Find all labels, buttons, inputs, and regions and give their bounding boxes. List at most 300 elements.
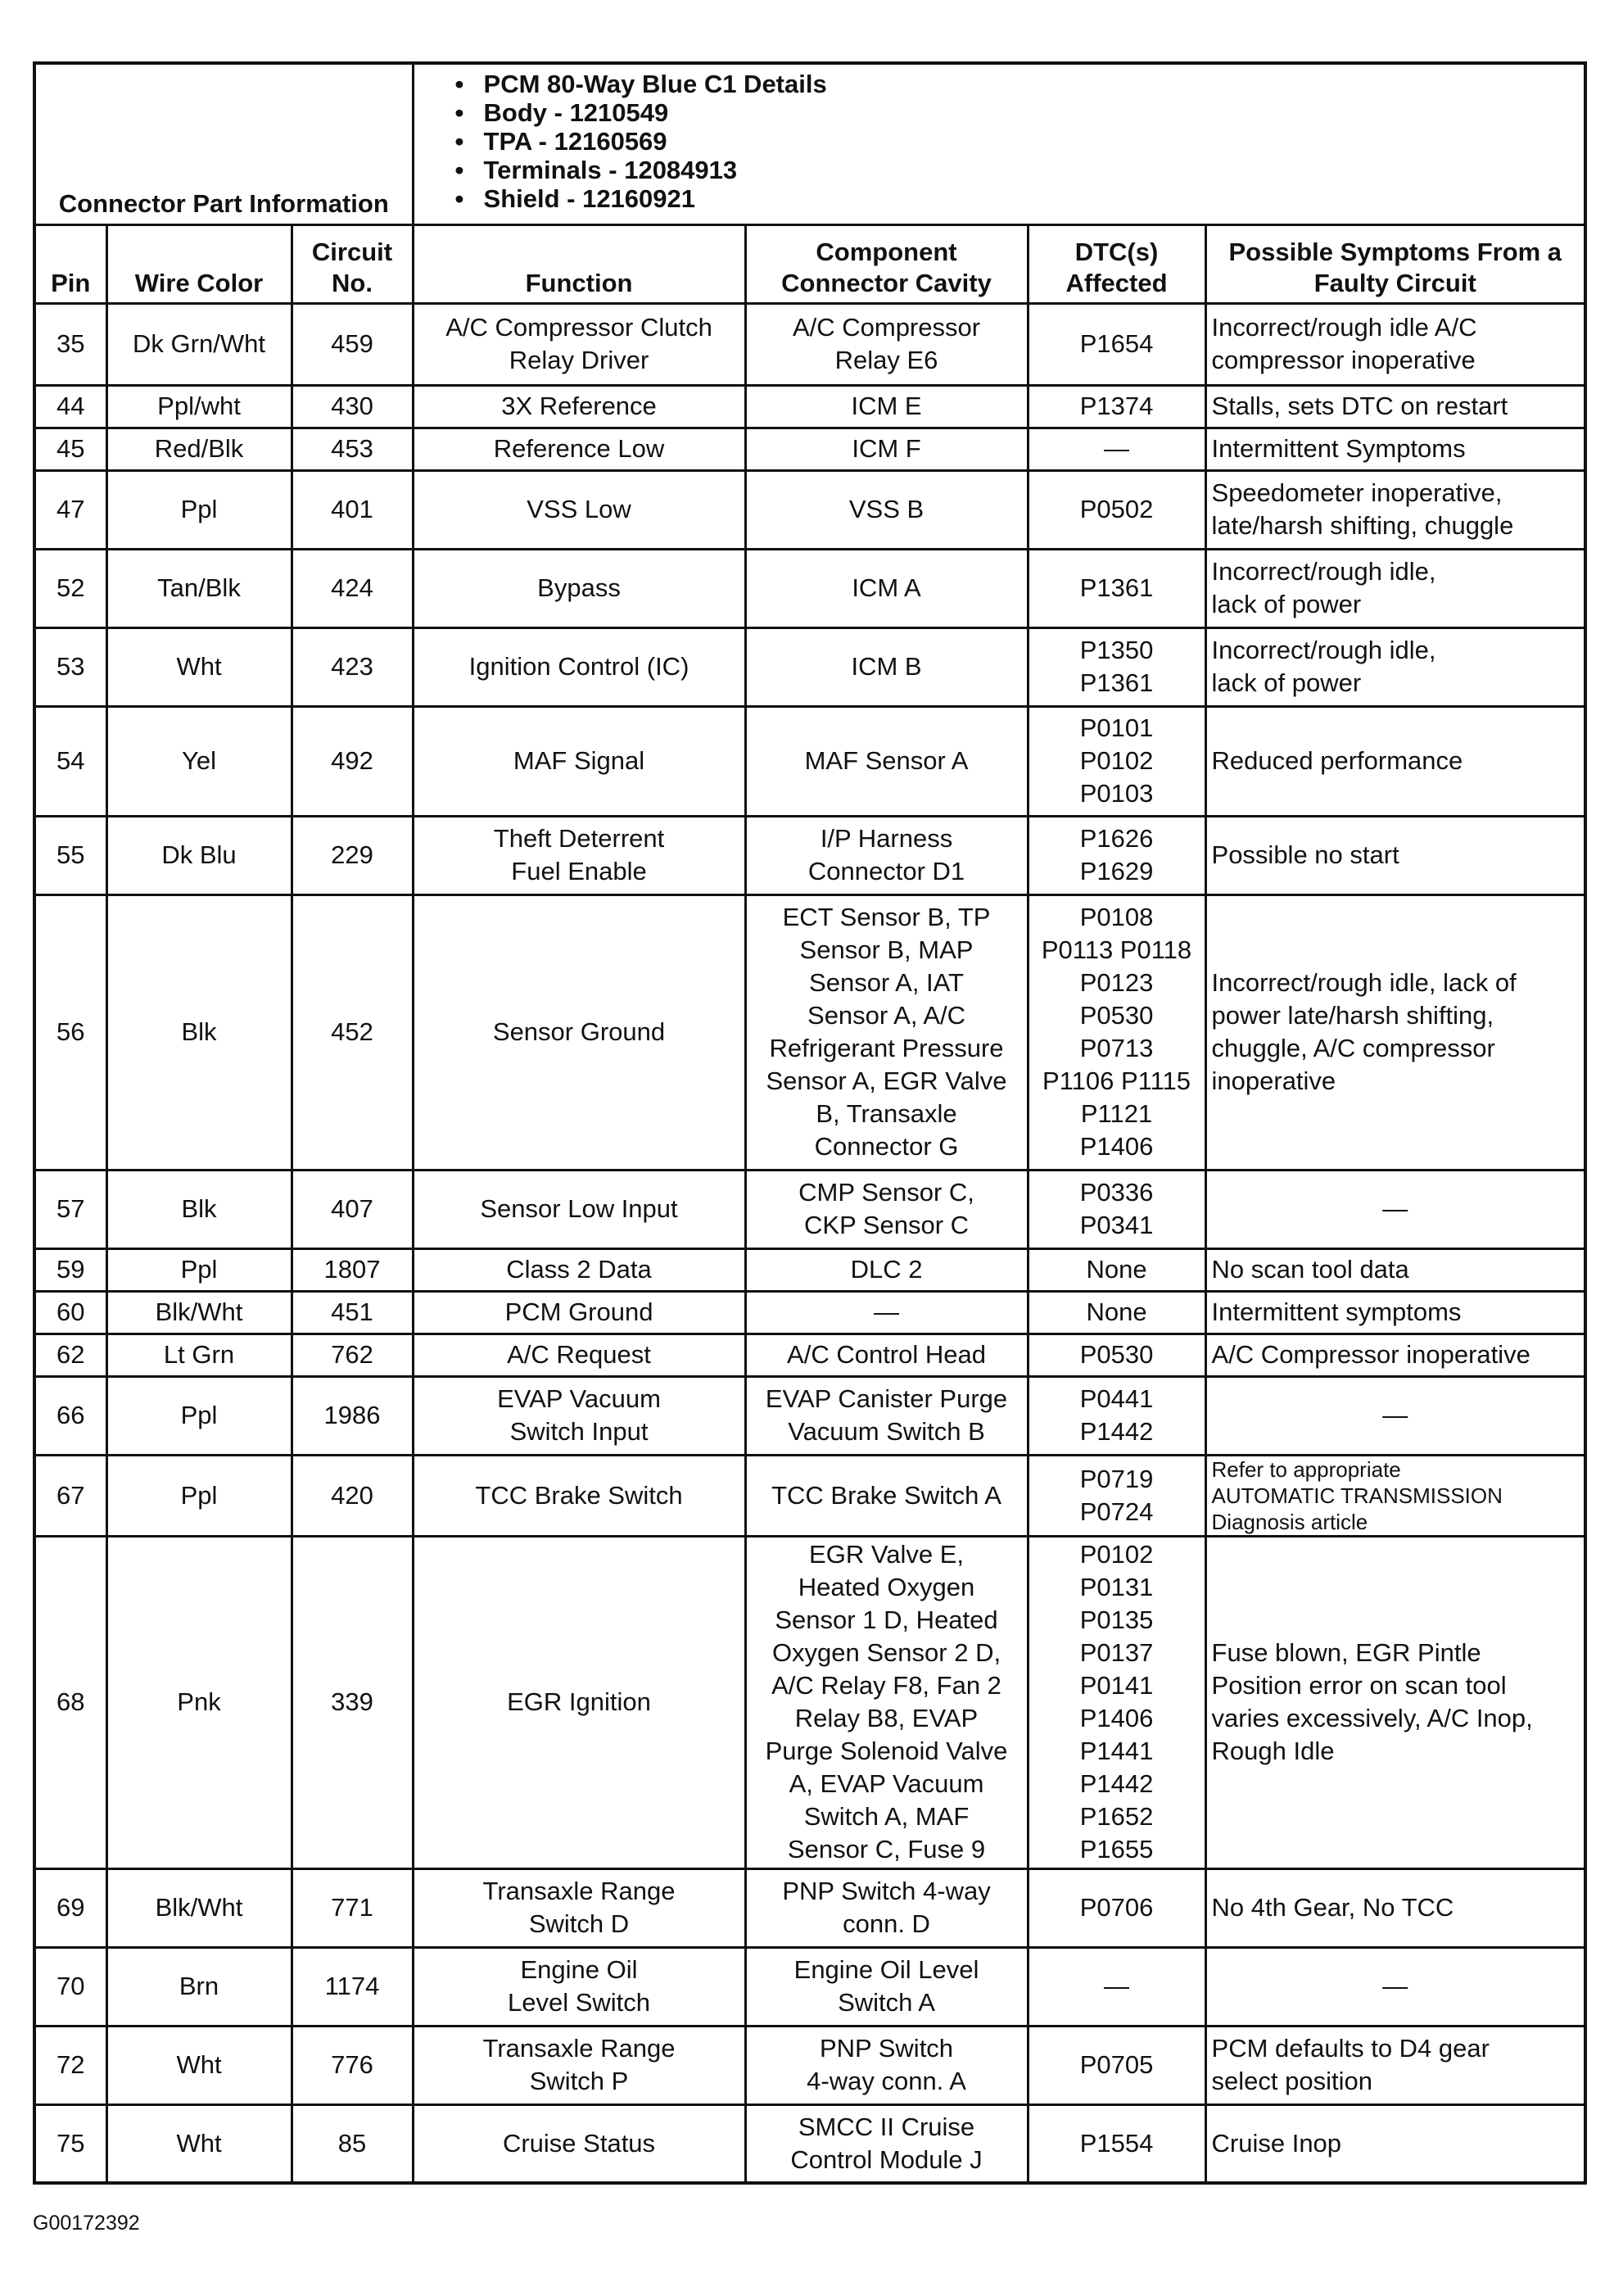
function-cell-line: EVAP Vacuum <box>497 1384 661 1413</box>
cavity-cell <box>745 1376 1028 1455</box>
function-cell-line: Switch Input <box>509 1417 649 1446</box>
symptoms-cell-line: power late/harsh shifting, <box>1211 1001 1494 1030</box>
symptoms-cell <box>1205 2104 1585 2183</box>
circuit-cell: 424 <box>292 549 413 627</box>
function-cell <box>413 1334 745 1376</box>
cavity-cell-line: TCC Brake Switch A <box>771 1480 1001 1510</box>
cavity-cell <box>745 303 1028 385</box>
table-row <box>34 1536 1585 1868</box>
dtc-cell-line: P0713 <box>1079 1034 1154 1062</box>
circuit-cell: 492 <box>292 706 413 816</box>
pin-cell: 56 <box>34 894 106 1170</box>
function-cell-line: VSS Low <box>527 495 631 523</box>
dtc-cell-line: P0705 <box>1079 2050 1154 2079</box>
cavity-cell-line: ICM F <box>852 434 921 463</box>
cavity-cell-line: Sensor A, IAT <box>809 968 964 997</box>
col-function-header: Function <box>413 224 745 303</box>
symptoms-cell-line: AUTOMATIC TRANSMISSION <box>1211 1483 1503 1508</box>
cavity-cell-line: Switch A <box>838 1988 935 2017</box>
details-list <box>455 70 1585 213</box>
cavity-cell <box>745 1455 1028 1536</box>
cavity-cell-line: ICM A <box>852 573 921 602</box>
cavity-cell-line: VSS B <box>848 495 925 523</box>
function-cell-line: Theft Deterrent <box>493 824 665 853</box>
wire-color-cell: Ppl <box>106 1376 292 1455</box>
symptoms-cell-line: No scan tool data <box>1211 1255 1409 1284</box>
dtc-cell <box>1028 470 1205 549</box>
symptoms-cell-line: inoperative <box>1211 1066 1336 1095</box>
pin-cell: 52 <box>34 549 106 627</box>
function-cell-line: A/C Compressor Clutch <box>445 313 712 342</box>
col-dtc-header: DTC(s) Affected <box>1028 224 1205 303</box>
cavity-cell-line: ICM E <box>851 392 922 420</box>
circuit-cell: 771 <box>292 1868 413 1947</box>
dtc-cell <box>1028 303 1205 385</box>
function-cell <box>413 549 745 627</box>
wire-color-cell: Tan/Blk <box>106 549 292 627</box>
dtc-cell <box>1028 1376 1205 1455</box>
table-row <box>34 1868 1585 1947</box>
table-body <box>34 303 1585 2183</box>
symptoms-cell-line: select position <box>1211 2067 1372 2095</box>
dtc-cell-line: P0530 <box>1079 1001 1154 1030</box>
dtc-cell <box>1028 1455 1205 1536</box>
cavity-cell <box>745 1947 1028 2026</box>
cavity-cell <box>745 1170 1028 1248</box>
cavity-cell <box>745 1334 1028 1376</box>
symptoms-cell-line: Cruise Inop <box>1211 2128 1342 2158</box>
function-cell <box>413 1291 745 1334</box>
cavity-cell-line: ICM B <box>851 652 922 681</box>
dtc-cell-line: P0336 <box>1079 1178 1154 1207</box>
circuit-cell: 85 <box>292 2104 413 2183</box>
symptoms-cell-line: Position error on scan tool <box>1211 1671 1507 1700</box>
symptoms-cell-line: compressor inoperative <box>1211 346 1476 374</box>
function-cell <box>413 1868 745 1947</box>
symptoms-cell-line: No 4th Gear, No TCC <box>1211 1893 1454 1922</box>
function-cell-line: Bypass <box>537 573 621 602</box>
circuit-cell: 423 <box>292 627 413 706</box>
cavity-cell-line: 4-way conn. A <box>807 2067 966 2095</box>
pin-cell: 68 <box>34 1536 106 1868</box>
function-cell <box>413 385 745 428</box>
function-cell-line: A/C Request <box>507 1340 651 1369</box>
dtc-cell <box>1028 549 1205 627</box>
dtc-cell-line: P1361 <box>1079 573 1154 602</box>
cavity-cell-line: Switch A, MAF <box>803 1802 970 1831</box>
cavity-cell <box>745 428 1028 470</box>
dtc-cell-line: None <box>1086 1255 1147 1284</box>
table-row <box>34 1291 1585 1334</box>
symptoms-cell-line: — <box>1382 1194 1408 1223</box>
symptoms-cell <box>1205 627 1585 706</box>
dtc-cell <box>1028 1947 1205 2026</box>
function-cell <box>413 2104 745 2183</box>
symptoms-cell-line: Intermittent Symptoms <box>1211 434 1466 463</box>
dtc-cell-line: P0131 <box>1079 1573 1154 1601</box>
circuit-cell: 1174 <box>292 1947 413 2026</box>
symptoms-cell <box>1205 1455 1585 1536</box>
connector-details <box>413 63 1585 224</box>
pin-cell: 60 <box>34 1291 106 1334</box>
cavity-cell-line: A, EVAP Vacuum <box>789 1769 984 1798</box>
cavity-cell-line: Sensor B, MAP <box>799 935 974 964</box>
function-cell-line: Cruise Status <box>502 2128 656 2158</box>
dtc-cell-line: P0441 <box>1079 1384 1154 1413</box>
detail-item: • Body - 1210549 <box>455 98 1585 127</box>
dtc-cell-line: None <box>1086 1297 1147 1326</box>
dtc-cell-line: P1350 <box>1079 636 1154 664</box>
part-info-row <box>34 63 1585 224</box>
symptoms-cell <box>1205 303 1585 385</box>
cavity-cell <box>745 627 1028 706</box>
symptoms-cell <box>1205 2026 1585 2104</box>
col-cavity-header: Component Connector Cavity <box>745 224 1028 303</box>
function-cell-line: Transaxle Range <box>482 1877 676 1905</box>
function-cell <box>413 706 745 816</box>
function-cell-line: Switch D <box>528 1909 630 1938</box>
cavity-cell-line: Connector D1 <box>807 857 965 885</box>
cavity-cell-line: Refrigerant Pressure <box>769 1034 1004 1062</box>
cavity-cell-line: Vacuum Switch B <box>788 1417 985 1446</box>
table-row <box>34 1170 1585 1248</box>
wire-color-cell: Brn <box>106 1947 292 2026</box>
table-row <box>34 470 1585 549</box>
dtc-cell <box>1028 428 1205 470</box>
wire-color-cell: Dk Blu <box>106 816 292 894</box>
pin-cell: 70 <box>34 1947 106 2026</box>
dtc-cell-line: — <box>1104 434 1130 463</box>
cavity-cell-line: conn. D <box>843 1909 930 1938</box>
part-info-label: Connector Part Information <box>34 63 413 224</box>
function-cell <box>413 2026 745 2104</box>
dtc-cell-line: P1441 <box>1079 1737 1154 1765</box>
symptoms-cell-line: Stalls, sets DTC on restart <box>1211 392 1508 420</box>
dtc-cell-line: P1406 <box>1079 1132 1154 1161</box>
symptoms-cell <box>1205 706 1585 816</box>
function-cell <box>413 1536 745 1868</box>
dtc-cell <box>1028 1334 1205 1376</box>
dtc-cell <box>1028 1248 1205 1291</box>
symptoms-cell <box>1205 470 1585 549</box>
cavity-cell-line: A/C Compressor <box>792 313 981 342</box>
symptoms-cell-line: lack of power <box>1211 668 1362 697</box>
function-cell <box>413 816 745 894</box>
symptoms-cell <box>1205 1170 1585 1248</box>
dtc-cell-line: P0706 <box>1079 1893 1154 1922</box>
table-row <box>34 549 1585 627</box>
function-cell <box>413 894 745 1170</box>
cavity-cell-line: Control Module J <box>790 2144 983 2174</box>
function-cell-line: Class 2 Data <box>506 1255 652 1284</box>
pin-cell: 75 <box>34 2104 106 2183</box>
col-circuit-header: Circuit No. <box>292 224 413 303</box>
wire-color-cell: Dk Grn/Wht <box>106 303 292 385</box>
circuit-cell: 430 <box>292 385 413 428</box>
symptoms-cell <box>1205 1868 1585 1947</box>
dtc-cell-line: P1374 <box>1079 392 1154 420</box>
pin-cell: 53 <box>34 627 106 706</box>
dtc-cell-line: P1106 P1115 <box>1042 1066 1191 1095</box>
table-row <box>34 1947 1585 2026</box>
dtc-cell-line: P0341 <box>1079 1211 1154 1239</box>
dtc-cell-line: P0102 <box>1079 746 1154 775</box>
symptoms-cell <box>1205 385 1585 428</box>
cavity-cell-line: Relay E6 <box>834 346 938 374</box>
cavity-cell-line: Sensor A, EGR Valve <box>766 1066 1007 1095</box>
cavity-cell-line: EGR Valve E, <box>809 1540 964 1569</box>
detail-item: • Terminals - 12084913 <box>455 156 1585 184</box>
pin-cell: 72 <box>34 2026 106 2104</box>
function-cell-line: Sensor Low Input <box>480 1194 678 1223</box>
function-cell-line: EGR Ignition <box>507 1687 651 1716</box>
wire-color-cell: Ppl <box>106 470 292 549</box>
cavity-cell-line: Relay B8, EVAP <box>794 1704 979 1732</box>
circuit-cell: 451 <box>292 1291 413 1334</box>
function-cell <box>413 1455 745 1536</box>
cavity-cell-line: Heated Oxygen <box>798 1573 975 1601</box>
symptoms-cell-line: — <box>1382 1972 1408 2000</box>
symptoms-cell-line: lack of power <box>1211 590 1362 618</box>
wire-color-cell: Wht <box>106 627 292 706</box>
connector-table-sheet <box>33 61 1584 2185</box>
cavity-cell-line: CMP Sensor C, <box>798 1178 974 1207</box>
dtc-cell <box>1028 816 1205 894</box>
function-cell <box>413 1947 745 2026</box>
table-row <box>34 706 1585 816</box>
wire-color-cell: Ppl/wht <box>106 385 292 428</box>
circuit-cell: 762 <box>292 1334 413 1376</box>
symptoms-cell-line: chuggle, A/C compressor <box>1211 1034 1495 1062</box>
cavity-cell <box>745 894 1028 1170</box>
pin-cell: 67 <box>34 1455 106 1536</box>
cavity-cell <box>745 816 1028 894</box>
column-header-row <box>34 224 1585 303</box>
dtc-cell-line: P0719 <box>1079 1464 1154 1493</box>
function-cell-line: PCM Ground <box>504 1297 653 1326</box>
symptoms-cell-line: Speedometer inoperative, <box>1211 478 1503 507</box>
symptoms-cell <box>1205 1947 1585 2026</box>
function-cell-line: Engine Oil <box>520 1955 638 1984</box>
circuit-cell: 229 <box>292 816 413 894</box>
function-cell <box>413 470 745 549</box>
pin-cell: 45 <box>34 428 106 470</box>
col-symptoms-header: Possible Symptoms From a Faulty Circuit <box>1205 224 1585 303</box>
dtc-cell <box>1028 894 1205 1170</box>
symptoms-cell-line: PCM defaults to D4 gear <box>1211 2034 1490 2063</box>
table-row <box>34 2026 1585 2104</box>
cavity-cell <box>745 1536 1028 1868</box>
cavity-cell <box>745 2104 1028 2183</box>
symptoms-cell <box>1205 1536 1585 1868</box>
circuit-cell: 339 <box>292 1536 413 1868</box>
figure-id: G00172392 <box>33 2212 140 2235</box>
table-row <box>34 816 1585 894</box>
circuit-cell: 407 <box>292 1170 413 1248</box>
symptoms-cell-line: Intermittent symptoms <box>1211 1297 1462 1326</box>
table-row <box>34 385 1585 428</box>
cavity-cell-line: CKP Sensor C <box>804 1211 970 1239</box>
dtc-cell-line: P0102 <box>1079 1540 1154 1569</box>
dtc-cell-line: P0113 P0118 <box>1041 935 1192 964</box>
wire-color-cell: Ppl <box>106 1455 292 1536</box>
table-row <box>34 1455 1585 1536</box>
dtc-cell-line: P0141 <box>1079 1671 1154 1700</box>
cavity-cell <box>745 1868 1028 1947</box>
function-cell <box>413 627 745 706</box>
dtc-cell-line: P0108 <box>1079 903 1154 931</box>
symptoms-cell-line: Reduced performance <box>1211 746 1463 775</box>
cavity-cell-line: SMCC II Cruise <box>798 2112 975 2141</box>
cavity-cell-line: I/P Harness <box>820 824 953 853</box>
symptoms-cell-line: A/C Compressor inoperative <box>1211 1340 1530 1369</box>
cavity-cell-line: Oxygen Sensor 2 D, <box>771 1638 1001 1667</box>
dtc-cell-line: P0101 <box>1079 713 1154 742</box>
function-cell-line: Fuel Enable <box>511 857 647 885</box>
dtc-cell <box>1028 1170 1205 1248</box>
pin-cell: 55 <box>34 816 106 894</box>
wire-color-cell: Blk/Wht <box>106 1291 292 1334</box>
cavity-cell <box>745 549 1028 627</box>
symptoms-cell-line: Fuse blown, EGR Pintle <box>1211 1638 1481 1667</box>
dtc-cell <box>1028 1868 1205 1947</box>
pin-cell: 69 <box>34 1868 106 1947</box>
dtc-cell-line: P1361 <box>1079 668 1154 697</box>
function-cell-line: TCC Brake Switch <box>475 1480 683 1510</box>
symptoms-cell <box>1205 1376 1585 1455</box>
wire-color-cell: Yel <box>106 706 292 816</box>
wire-color-cell: Red/Blk <box>106 428 292 470</box>
table-row <box>34 1248 1585 1291</box>
cavity-cell <box>745 470 1028 549</box>
wire-color-cell: Lt Grn <box>106 1334 292 1376</box>
cavity-cell <box>745 706 1028 816</box>
wire-color-cell: Wht <box>106 2026 292 2104</box>
circuit-cell: 776 <box>292 2026 413 2104</box>
dtc-cell-line: P0137 <box>1079 1638 1154 1667</box>
symptoms-cell-line: Rough Idle <box>1211 1737 1335 1765</box>
table-row <box>34 428 1585 470</box>
function-cell-line: Relay Driver <box>509 346 649 374</box>
table-row <box>34 2104 1585 2183</box>
cavity-cell-line: — <box>874 1297 900 1326</box>
symptoms-cell-line: varies excessively, A/C Inop, <box>1211 1704 1533 1732</box>
circuit-cell: 1986 <box>292 1376 413 1455</box>
col-wire-color-header: Wire Color <box>106 224 292 303</box>
function-cell-line: Switch P <box>529 2067 629 2095</box>
wire-color-cell: Blk <box>106 894 292 1170</box>
dtc-cell-line: P1442 <box>1079 1417 1154 1446</box>
symptoms-cell-line: late/harsh shifting, chuggle <box>1211 511 1514 540</box>
dtc-cell-line: P0724 <box>1079 1497 1154 1526</box>
cavity-cell-line: MAF Sensor A <box>804 746 969 775</box>
cavity-cell-line: Connector G <box>814 1132 959 1161</box>
circuit-cell: 420 <box>292 1455 413 1536</box>
cavity-cell-line: Sensor A, A/C <box>807 1001 966 1030</box>
col-pin-header: Pin <box>34 224 106 303</box>
circuit-cell: 1807 <box>292 1248 413 1291</box>
dtc-cell-line: P1406 <box>1079 1704 1154 1732</box>
cavity-cell <box>745 385 1028 428</box>
symptoms-cell-line: Diagnosis article <box>1211 1509 1368 1534</box>
dtc-cell-line: P0103 <box>1079 779 1154 808</box>
symptoms-cell-line: — <box>1382 1401 1408 1429</box>
dtc-cell-line: P1652 <box>1079 1802 1154 1831</box>
dtc-cell <box>1028 627 1205 706</box>
cavity-cell-line: ECT Sensor B, TP <box>782 903 991 931</box>
table-row <box>34 1376 1585 1455</box>
pin-cell: 47 <box>34 470 106 549</box>
cavity-cell-line: PNP Switch 4-way <box>782 1877 991 1905</box>
function-cell-line: Sensor Ground <box>492 1017 666 1046</box>
function-cell-line: Level Switch <box>508 1988 651 2017</box>
cavity-cell-line: B, Transaxle <box>816 1099 957 1128</box>
function-cell <box>413 1376 745 1455</box>
cavity-cell <box>745 1248 1028 1291</box>
wire-color-cell: Blk/Wht <box>106 1868 292 1947</box>
detail-item: • PCM 80-Way Blue C1 Details <box>455 70 1585 98</box>
wire-color-cell: Blk <box>106 1170 292 1248</box>
circuit-cell: 459 <box>292 303 413 385</box>
function-cell <box>413 1170 745 1248</box>
dtc-cell-line: P0123 <box>1079 968 1154 997</box>
dtc-cell-line: P1554 <box>1079 2128 1154 2158</box>
symptoms-cell-line: Incorrect/rough idle, lack of <box>1211 968 1517 997</box>
function-cell-line: Ignition Control (IC) <box>468 652 689 681</box>
dtc-cell <box>1028 706 1205 816</box>
detail-item: • Shield - 12160921 <box>455 184 1585 213</box>
function-cell <box>413 303 745 385</box>
symptoms-cell <box>1205 894 1585 1170</box>
cavity-cell-line: A/C Relay F8, Fan 2 <box>771 1671 1001 1700</box>
wire-color-cell: Ppl <box>106 1248 292 1291</box>
dtc-cell-line: P1654 <box>1079 329 1154 358</box>
pin-cell: 57 <box>34 1170 106 1248</box>
circuit-cell: 452 <box>292 894 413 1170</box>
cavity-cell-line: A/C Control Head <box>787 1340 986 1369</box>
dtc-cell-line: P1121 <box>1080 1099 1153 1128</box>
function-cell-line: MAF Signal <box>513 746 645 775</box>
symptoms-cell <box>1205 1248 1585 1291</box>
symptoms-cell-line: Incorrect/rough idle A/C <box>1211 313 1477 342</box>
cavity-cell <box>745 1291 1028 1334</box>
pin-cell: 44 <box>34 385 106 428</box>
symptoms-cell <box>1205 428 1585 470</box>
dtc-cell <box>1028 1536 1205 1868</box>
symptoms-cell <box>1205 1334 1585 1376</box>
symptoms-cell-line: Incorrect/rough idle, <box>1211 636 1436 664</box>
symptoms-cell <box>1205 1291 1585 1334</box>
dtc-cell <box>1028 2104 1205 2183</box>
circuit-cell: 401 <box>292 470 413 549</box>
dtc-cell-line: P1629 <box>1079 857 1154 885</box>
function-cell <box>413 428 745 470</box>
cavity-cell-line: DLC 2 <box>850 1255 923 1284</box>
dtc-cell <box>1028 385 1205 428</box>
function-cell-line: 3X Reference <box>501 392 657 420</box>
connector-pinout-table <box>33 61 1587 2185</box>
dtc-cell-line: P1626 <box>1079 824 1154 853</box>
circuit-cell: 453 <box>292 428 413 470</box>
cavity-cell <box>745 2026 1028 2104</box>
pin-cell: 59 <box>34 1248 106 1291</box>
dtc-cell-line: P0135 <box>1079 1605 1154 1634</box>
dtc-cell-line: P0502 <box>1079 495 1154 523</box>
cavity-cell-line: PNP Switch <box>819 2034 954 2063</box>
cavity-cell-line: Purge Solenoid Valve <box>765 1737 1008 1765</box>
pin-cell: 62 <box>34 1334 106 1376</box>
symptoms-cell <box>1205 549 1585 627</box>
